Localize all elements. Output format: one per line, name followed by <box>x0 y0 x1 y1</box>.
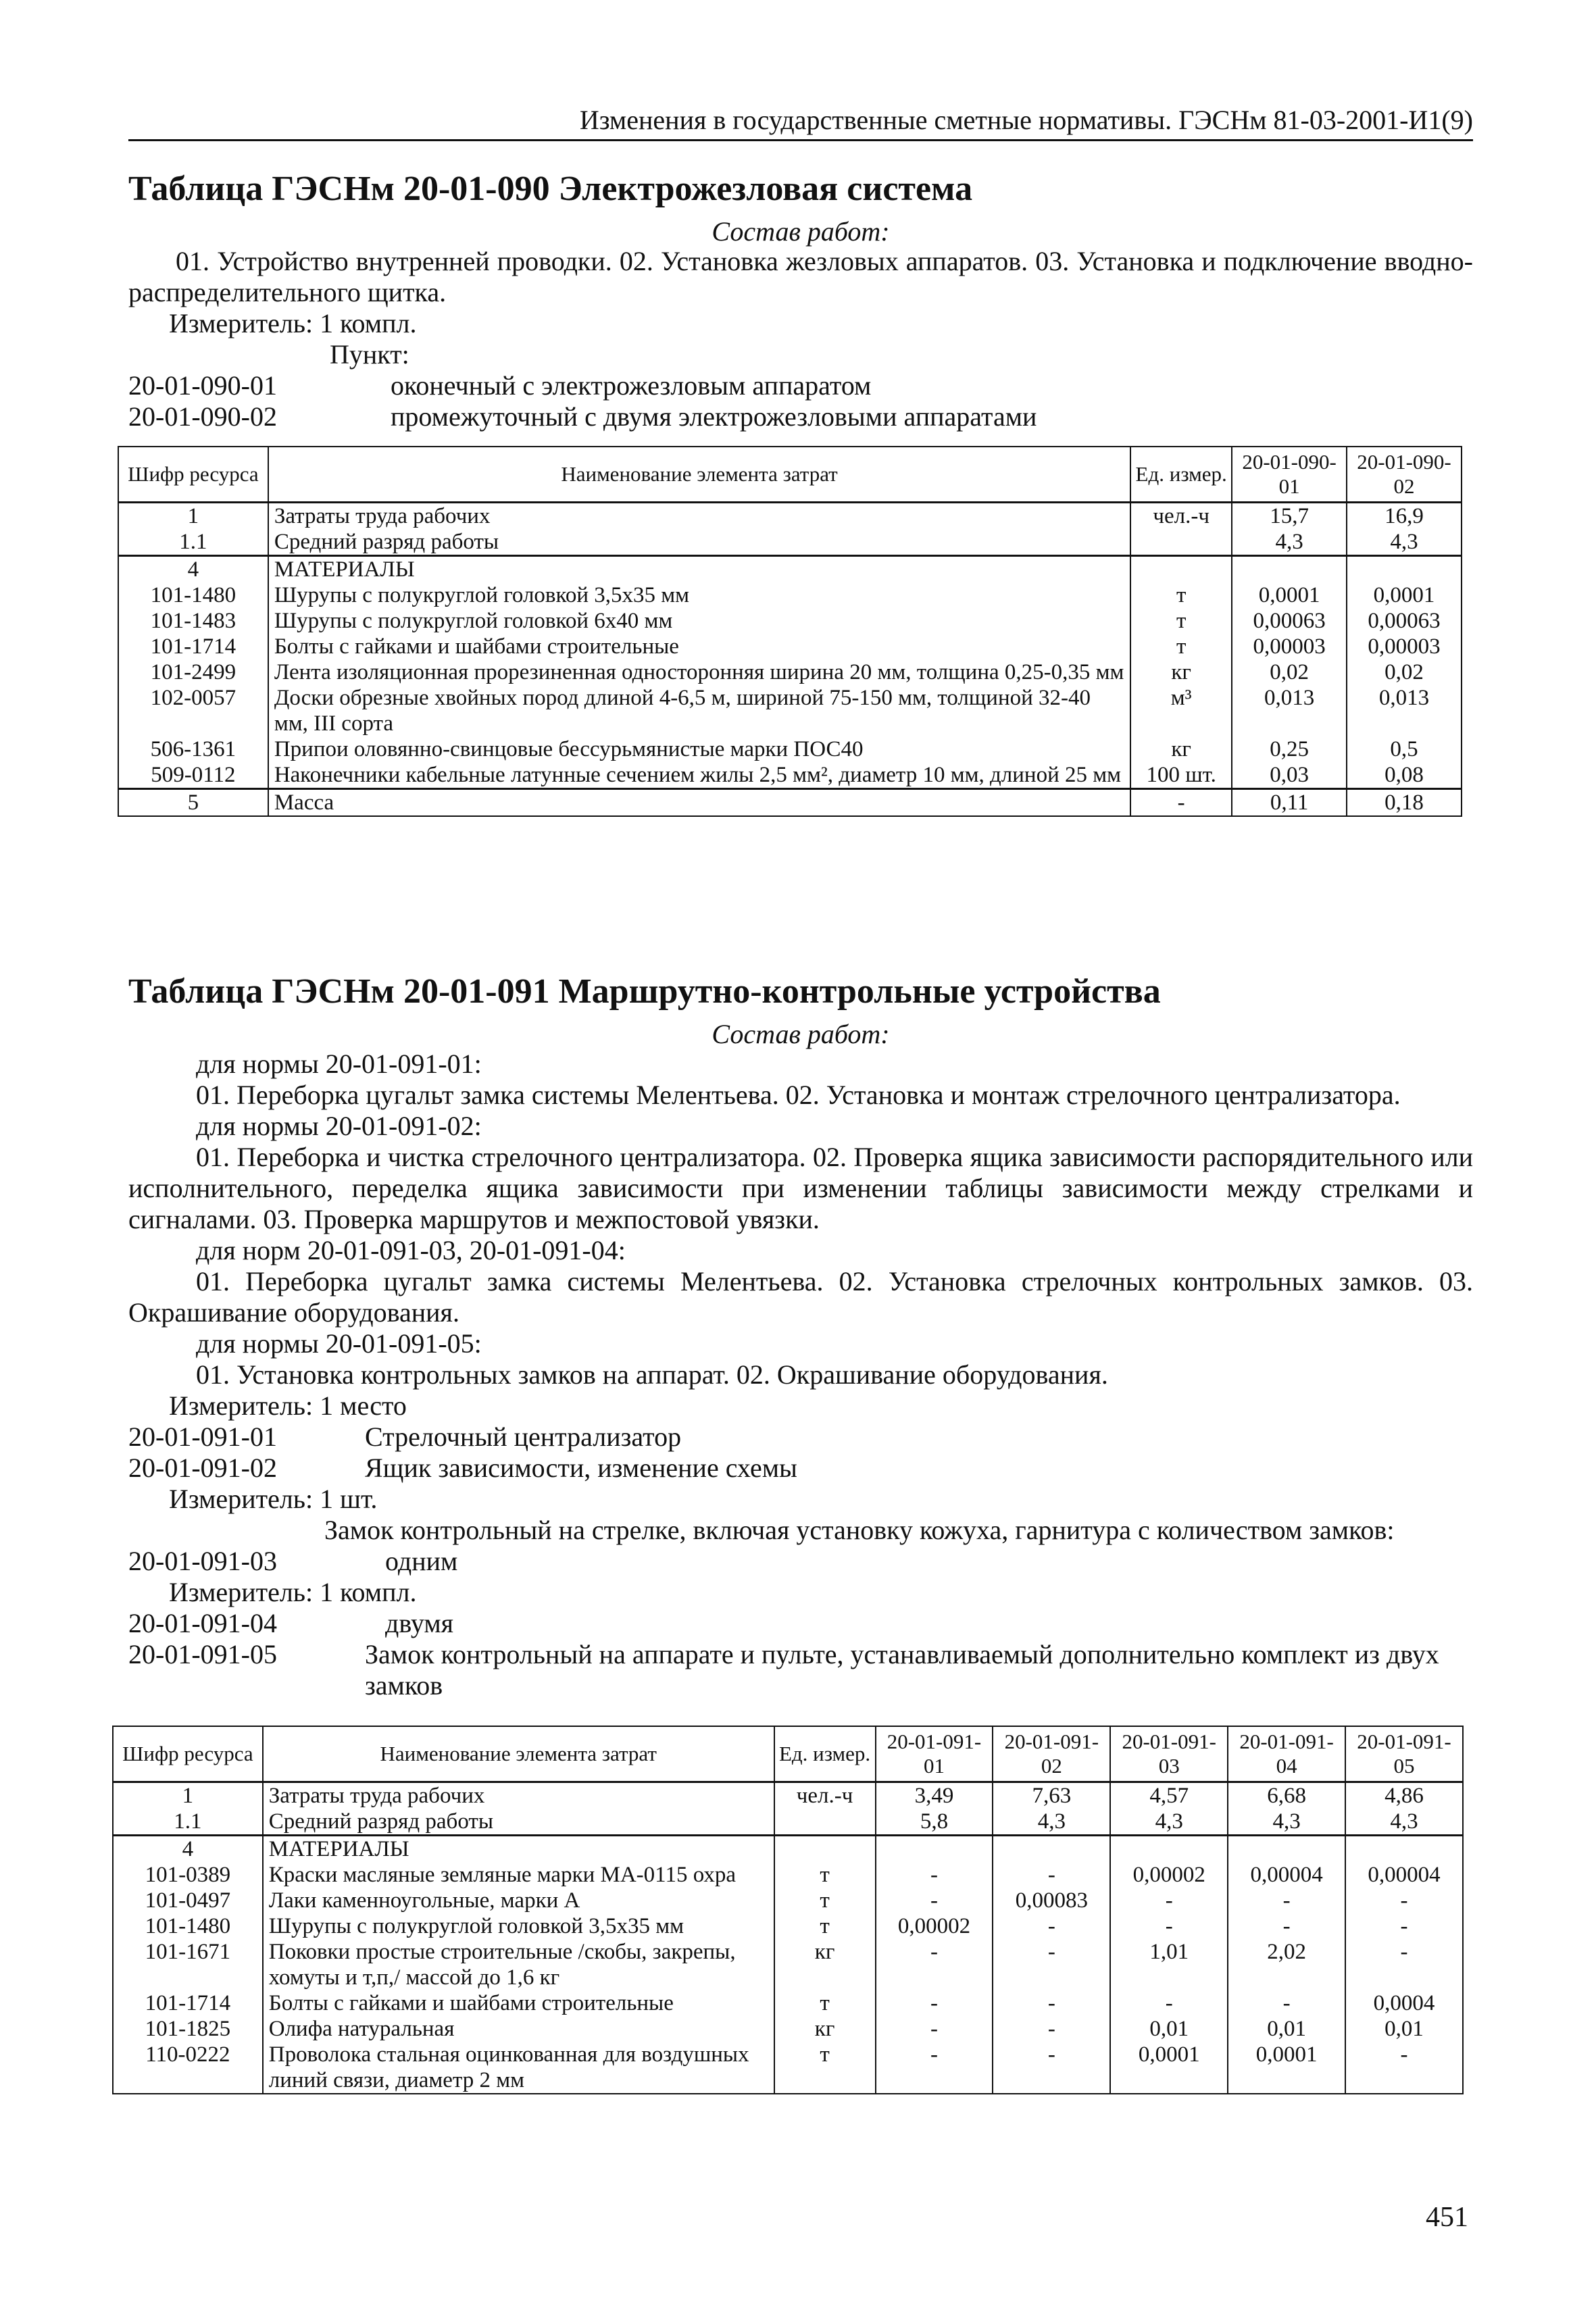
cost-element-name-cell: МАТЕРИАЛЫ <box>268 556 1130 583</box>
norm-value-cell: 16,9 <box>1347 503 1462 530</box>
table-row <box>118 659 1462 685</box>
norm-value-cell: 0,0001 <box>1228 2042 1345 2094</box>
cost-element-name-cell: МАТЕРИАЛЫ <box>263 1836 774 1863</box>
table2-measure: Измеритель: 1 компл. <box>169 1577 417 1607</box>
norm-value-cell: 2,02 <box>1228 1939 1345 1990</box>
table1-item-code: 20-01-090-02 <box>128 401 277 432</box>
norm-value-cell: - <box>1345 2042 1463 2094</box>
table-row <box>118 634 1462 659</box>
norm-value-cell: 0,00003 <box>1232 634 1347 659</box>
table2-item-text: Стрелочный централизатор <box>365 1422 682 1452</box>
cost-element-name-cell: Шурупы с полукруглой головкой 3,5х35 мм <box>263 1913 774 1939</box>
norm-value-cell: 4,3 <box>993 1809 1110 1836</box>
norm-value-cell: 0,0001 <box>1347 582 1462 608</box>
table-header-cell: 20-01-091-02 <box>993 1726 1110 1782</box>
norm-value-cell: - <box>1228 1888 1345 1913</box>
cost-element-name-cell: Затраты труда рабочих <box>268 503 1130 530</box>
norm-value-cell <box>993 1836 1110 1863</box>
table1-grid <box>118 446 1462 817</box>
norm-value-cell: 6,68 <box>1228 1782 1345 1809</box>
works-norm-label: для нормы 20-01-091-05: <box>196 1328 482 1359</box>
norm-value-cell: - <box>1228 1990 1345 2016</box>
norm-value-cell <box>1347 556 1462 583</box>
norm-value-cell: 0,02 <box>1347 659 1462 685</box>
resource-code-cell: 101-1483 <box>118 608 268 634</box>
resource-code-cell: 1 <box>118 503 268 530</box>
running-header: Изменения в государственные сметные нормативы. ГЭСНм 81-03-2001-И1(9) <box>128 101 1473 141</box>
unit-cell: т <box>1130 634 1232 659</box>
norm-value-cell: 0,00004 <box>1345 1862 1463 1888</box>
table-header-cell: 20-01-091-01 <box>876 1726 993 1782</box>
unit-cell: м³ <box>1130 685 1232 736</box>
norm-value-cell: - <box>1110 1990 1228 2016</box>
table-row <box>118 789 1462 817</box>
table-row <box>118 556 1462 583</box>
norm-value-cell <box>1228 1836 1345 1863</box>
cost-element-name-cell: Краски масляные земляные марки МА-0115 охра <box>263 1862 774 1888</box>
table2-measure: Измеритель: 1 шт. <box>169 1484 378 1514</box>
table2-item-text: одним <box>385 1546 458 1576</box>
norm-value-cell: 4,3 <box>1345 1809 1463 1836</box>
norm-value-cell: 0,0001 <box>1232 582 1347 608</box>
cost-element-name-cell: Средний разряд работы <box>263 1809 774 1836</box>
cost-element-name-cell: Болты с гайками и шайбами строительные <box>263 1990 774 2016</box>
works-norm-label: для нормы 20-01-091-01: <box>196 1049 482 1079</box>
norm-value-cell: 7,63 <box>993 1782 1110 1809</box>
table-header-cell: Ед. измер. <box>774 1726 876 1782</box>
norm-value-cell: - <box>1110 1913 1228 1939</box>
table-row <box>113 1939 1463 1990</box>
table2-item-code: 20-01-091-03 <box>128 1546 277 1576</box>
table1-point-label: Пункт: <box>330 339 409 370</box>
table-header-cell: 20-01-090-02 <box>1347 447 1462 503</box>
cost-element-name-cell: Проволока стальная оцинкованная для воздушных линий связи, диаметр 2 мм <box>263 2042 774 2094</box>
norm-value-cell: 0,013 <box>1232 685 1347 736</box>
works-norm-label: для нормы 20-01-091-02: <box>196 1111 482 1141</box>
resource-code-cell: 1.1 <box>113 1809 263 1836</box>
norm-value-cell: 0,00063 <box>1347 608 1462 634</box>
table-header-cell: Ед. измер. <box>1130 447 1232 503</box>
norm-value-cell: 4,3 <box>1347 529 1462 556</box>
unit-cell: 100 шт. <box>1130 762 1232 789</box>
works-norm-text: 01. Переборка цугальт замка системы Мелентьева. 02. Установка стрелочных контрольных замков. 03. Окрашивание оборудования. <box>128 1266 1473 1328</box>
norm-value-cell: - <box>876 1990 993 2016</box>
unit-cell: т <box>774 2042 876 2094</box>
norm-value-cell: 15,7 <box>1232 503 1347 530</box>
cost-element-name-cell: Доски обрезные хвойных пород длиной 4-6,5 м, шириной 75-150 мм, толщиной 32-40 мм, III сорта <box>268 685 1130 736</box>
cost-element-name-cell: Припои оловянно-свинцовые бессурьмянистые марки ПОС40 <box>268 736 1130 762</box>
norm-value-cell: 0,00063 <box>1232 608 1347 634</box>
table-row <box>113 2042 1463 2094</box>
resource-code-cell: 1 <box>113 1782 263 1809</box>
resource-code-cell: 506-1361 <box>118 736 268 762</box>
table2-item-code: 20-01-091-02 <box>128 1453 277 1483</box>
norm-value-cell: 0,00003 <box>1347 634 1462 659</box>
table2-item-code: 20-01-091-01 <box>128 1422 277 1452</box>
norm-value-cell: 4,3 <box>1110 1809 1228 1836</box>
norm-value-cell: - <box>876 1939 993 1990</box>
table-row <box>113 1809 1463 1836</box>
table-row <box>118 762 1462 789</box>
unit-cell <box>1130 556 1232 583</box>
norm-value-cell: - <box>876 1888 993 1913</box>
resource-code-cell: 101-0497 <box>113 1888 263 1913</box>
norm-value-cell: 0,25 <box>1232 736 1347 762</box>
norm-value-cell: - <box>1345 1888 1463 1913</box>
norm-value-cell: - <box>993 1862 1110 1888</box>
table-header-cell: 20-01-091-03 <box>1110 1726 1228 1782</box>
works-norm-text: 01. Установка контрольных замков на аппарат. 02. Окрашивание оборудования. <box>196 1359 1108 1390</box>
table-row <box>113 1862 1463 1888</box>
norm-value-cell <box>1110 1836 1228 1863</box>
resource-code-cell: 4 <box>118 556 268 583</box>
table-row <box>118 503 1462 530</box>
cost-element-name-cell: Наконечники кабельные латунные сечением жилы 2,5 мм², диаметр 10 мм, длиной 25 мм <box>268 762 1130 789</box>
unit-cell: чел.-ч <box>1130 503 1232 530</box>
table-row <box>113 1888 1463 1913</box>
norm-value-cell: - <box>876 2016 993 2042</box>
unit-cell: т <box>1130 582 1232 608</box>
unit-cell: т <box>774 1913 876 1939</box>
norm-value-cell: 0,08 <box>1347 762 1462 789</box>
cost-element-name-cell: Лаки каменноугольные, марки А <box>263 1888 774 1913</box>
norm-value-cell: - <box>1110 1888 1228 1913</box>
norm-value-cell: 0,0001 <box>1110 2042 1228 2094</box>
norm-value-cell: 4,3 <box>1232 529 1347 556</box>
resource-code-cell: 101-0389 <box>113 1862 263 1888</box>
table2-item-code: 20-01-091-05 <box>128 1639 277 1669</box>
norm-value-cell: - <box>993 2042 1110 2094</box>
table-row <box>118 582 1462 608</box>
table2-lock-title: Замок контрольный на стрелке, включая установку кожуха, гарнитура с количеством замков: <box>324 1515 1395 1545</box>
table2-works-label: Состав работ: <box>712 1019 890 1049</box>
table-header-cell: Шифр ресурса <box>113 1726 263 1782</box>
cost-element-name-cell: Шурупы с полукруглой головкой 6х40 мм <box>268 608 1130 634</box>
cost-element-name-cell: Шурупы с полукруглой головкой 3,5х35 мм <box>268 582 1130 608</box>
norm-value-cell: 0,00002 <box>1110 1862 1228 1888</box>
cost-element-name-cell: Олифа натуральная <box>263 2016 774 2042</box>
unit-cell <box>1130 529 1232 556</box>
resource-code-cell: 110-0222 <box>113 2042 263 2094</box>
norm-value-cell: 0,00083 <box>993 1888 1110 1913</box>
table-row <box>113 1782 1463 1809</box>
table-row <box>118 608 1462 634</box>
table-header-cell: Шифр ресурса <box>118 447 268 503</box>
norm-value-cell: 0,00002 <box>876 1913 993 1939</box>
norm-value-cell: 0,01 <box>1110 2016 1228 2042</box>
resource-code-cell: 101-1714 <box>118 634 268 659</box>
norm-value-cell: - <box>993 1990 1110 2016</box>
table1-works: 01. Устройство внутренней проводки. 02. Установка жезловых аппаратов. 03. Установка и подключение вводно-распределительного щитка. <box>128 246 1473 307</box>
table-header-cell: Наименование элемента затрат <box>268 447 1130 503</box>
table2-item-text: Замок контрольный на аппарате и пульте, устанавливаемый дополнительно комплект из двух замков <box>365 1639 1439 1701</box>
unit-cell: чел.-ч <box>774 1782 876 1809</box>
cost-element-name-cell: Поковки простые строительные /скобы, закрепы, хомуты и т,п,/ массой до 1,6 кг <box>263 1939 774 1990</box>
norm-value-cell: 3,49 <box>876 1782 993 1809</box>
norm-value-cell <box>876 1836 993 1863</box>
unit-cell: - <box>1130 789 1232 817</box>
norm-value-cell: - <box>876 1862 993 1888</box>
table2-grid <box>112 1726 1464 2094</box>
norm-value-cell: - <box>876 2042 993 2094</box>
table-row <box>113 1913 1463 1939</box>
table-row <box>118 685 1462 736</box>
unit-cell: кг <box>774 2016 876 2042</box>
norm-value-cell: - <box>993 1939 1110 1990</box>
norm-value-cell: - <box>1228 1913 1345 1939</box>
works-norm-text: 01. Переборка цугальт замка системы Мелентьева. 02. Установка и монтаж стрелочного централизатора. <box>196 1080 1401 1110</box>
resource-code-cell: 509-0112 <box>118 762 268 789</box>
norm-value-cell: 1,01 <box>1110 1939 1228 1990</box>
norm-value-cell: - <box>993 2016 1110 2042</box>
table1-item-text: промежуточный с двумя электрожезловыми аппаратами <box>391 401 1037 432</box>
unit-cell: т <box>774 1862 876 1888</box>
unit-cell: кг <box>1130 659 1232 685</box>
norm-value-cell: - <box>1345 1913 1463 1939</box>
table1-measure: Измеритель: 1 компл. <box>169 308 417 338</box>
table-header-cell: 20-01-091-05 <box>1345 1726 1463 1782</box>
table1-item-code: 20-01-090-01 <box>128 370 277 401</box>
resource-code-cell: 1.1 <box>118 529 268 556</box>
works-norm-text: 01. Переборка и чистка стрелочного централизатора. 02. Проверка ящика зависимости распорядительного или исполнительного, переделка ящика зависимости при изменении таблицы зависимости между стрелками и сигналами. 03. Проверка маршрутов и межпостовой увязки. <box>128 1142 1473 1234</box>
norm-value-cell: 0,11 <box>1232 789 1347 817</box>
table-row <box>118 736 1462 762</box>
norm-value-cell: - <box>993 1913 1110 1939</box>
resource-code-cell: 5 <box>118 789 268 817</box>
resource-code-cell: 102-0057 <box>118 685 268 736</box>
cost-element-name-cell: Болты с гайками и шайбами строительные <box>268 634 1130 659</box>
unit-cell <box>774 1836 876 1863</box>
table2-item-text: Ящик зависимости, изменение схемы <box>365 1453 797 1483</box>
table2-title: Таблица ГЭСНм 20-01-091 Маршрутно-контрольные устройства <box>128 972 1161 1011</box>
resource-code-cell: 101-1480 <box>118 582 268 608</box>
resource-code-cell: 4 <box>113 1836 263 1863</box>
norm-value-cell: - <box>1345 1939 1463 1990</box>
table1-title: Таблица ГЭСНм 20-01-090 Электрожезловая система <box>128 170 973 208</box>
cost-element-name-cell: Масса <box>268 789 1130 817</box>
norm-value-cell: 5,8 <box>876 1809 993 1836</box>
unit-cell: т <box>1130 608 1232 634</box>
cost-element-name-cell: Затраты труда рабочих <box>263 1782 774 1809</box>
table2-item-text: двумя <box>385 1608 454 1638</box>
cost-element-name-cell: Лента изоляционная прорезиненная односторонняя ширина 20 мм, толщина 0,25-0,35 мм <box>268 659 1130 685</box>
resource-code-cell: 101-1825 <box>113 2016 263 2042</box>
norm-value-cell: 4,57 <box>1110 1782 1228 1809</box>
resource-code-cell: 101-2499 <box>118 659 268 685</box>
resource-code-cell: 101-1480 <box>113 1913 263 1939</box>
table-row <box>113 1836 1463 1863</box>
norm-value-cell: 0,03 <box>1232 762 1347 789</box>
table2-item-code: 20-01-091-04 <box>128 1608 277 1638</box>
unit-cell: т <box>774 1990 876 2016</box>
table-row <box>113 2016 1463 2042</box>
norm-value-cell: 0,18 <box>1347 789 1462 817</box>
works-norm-label: для норм 20-01-091-03, 20-01-091-04: <box>196 1235 626 1265</box>
norm-value-cell: 0,01 <box>1345 2016 1463 2042</box>
resource-code-cell: 101-1714 <box>113 1990 263 2016</box>
table-header-cell: 20-01-090-01 <box>1232 447 1347 503</box>
table-row <box>113 1990 1463 2016</box>
page-number: 451 <box>1426 2202 1468 2233</box>
unit-cell: кг <box>774 1939 876 1990</box>
norm-value-cell: 4,86 <box>1345 1782 1463 1809</box>
unit-cell: кг <box>1130 736 1232 762</box>
norm-value-cell: 0,5 <box>1347 736 1462 762</box>
cost-element-name-cell: Средний разряд работы <box>268 529 1130 556</box>
table1-item-text: оконечный с электрожезловым аппаратом <box>391 370 872 401</box>
unit-cell <box>774 1809 876 1836</box>
norm-value-cell: 0,02 <box>1232 659 1347 685</box>
norm-value-cell: 0,01 <box>1228 2016 1345 2042</box>
table1-works-label: Состав работ: <box>712 216 890 247</box>
norm-value-cell: 0,00004 <box>1228 1862 1345 1888</box>
table-row <box>118 529 1462 556</box>
resource-code-cell: 101-1671 <box>113 1939 263 1990</box>
norm-value-cell: 0,0004 <box>1345 1990 1463 2016</box>
norm-value-cell <box>1345 1836 1463 1863</box>
unit-cell: т <box>774 1888 876 1913</box>
norm-value-cell: 0,013 <box>1347 685 1462 736</box>
table-header-cell: Наименование элемента затрат <box>263 1726 774 1782</box>
norm-value-cell <box>1232 556 1347 583</box>
table-header-cell: 20-01-091-04 <box>1228 1726 1345 1782</box>
table2-measure: Измеритель: 1 место <box>169 1390 407 1421</box>
norm-value-cell: 4,3 <box>1228 1809 1345 1836</box>
